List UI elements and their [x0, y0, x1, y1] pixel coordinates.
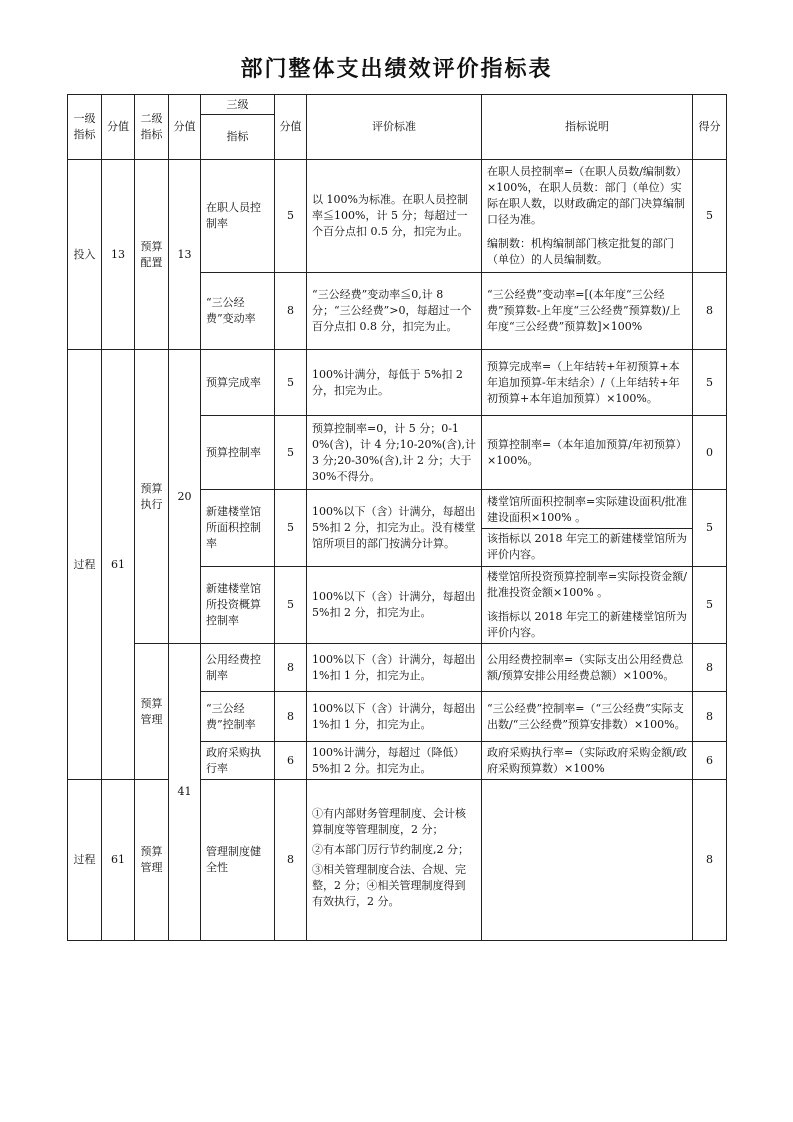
indicator-name: 预算控制率 [201, 416, 275, 490]
indicator-score: 5 [275, 490, 307, 567]
level2-budget-mgmt-2: 预算管理 [135, 780, 169, 941]
indicator-name: 管理制度健全性 [201, 780, 275, 941]
indicator-got: 5 [693, 160, 727, 273]
indicator-criteria: 100%以下（含）计满分，每超出 5%扣 2 分，扣完为止。没有楼堂馆所项目的部门按满分计算。 [307, 490, 482, 567]
level2-budget-config: 预算配置 [135, 160, 169, 350]
indicator-name: “三公经费”变动率 [201, 273, 275, 350]
header-score1: 分值 [102, 95, 135, 160]
score1-input: 13 [102, 160, 135, 350]
table-row [68, 644, 727, 692]
indicator-desc [482, 780, 693, 941]
header-level3-sub: 指标 [201, 115, 275, 160]
indicator-desc: 政府采购执行率=（实际政府采购金额/政府采购预算数）×100% [482, 742, 693, 780]
header-level3: 三级 [201, 95, 275, 115]
indicator-score: 5 [275, 567, 307, 644]
indicator-desc: 预算完成率=（上年结转+年初预算+本年追加预算-年末结余）/（上年结转+年初预算+本年追加预算）×100%。 [482, 350, 693, 416]
indicator-name: 公用经费控制率 [201, 644, 275, 692]
header-level2: 二级指标 [135, 95, 169, 160]
score2-budget-config: 13 [169, 160, 201, 350]
indicator-desc [482, 160, 693, 273]
desc-line: 楼堂馆所投资预算控制率=实际投资金额/批准投资金额×100% 。 [487, 570, 687, 599]
header-score3: 分值 [275, 95, 307, 160]
indicator-criteria: 预算控制率=0，计 5 分；0-10%(含)，计 4 分;10-20%(含),计 3 分;20-30%(含),计 2 分；大于 30%不得分。 [307, 416, 482, 490]
indicator-desc: 预算控制率=（本年追加预算/年初预算）×100%。 [482, 416, 693, 490]
indicator-name: 新建楼堂馆所投资概算控制率 [201, 567, 275, 644]
level1-input: 投入 [68, 160, 102, 350]
level1-process: 过程 [68, 350, 102, 780]
table-row [68, 160, 727, 273]
indicator-got: 5 [693, 567, 727, 644]
indicator-criteria: 100%计满分，每超过（降低）5%扣 2 分。扣完为止。 [307, 742, 482, 780]
desc-line: 该指标以 2018 年完工的新建楼堂馆所为评价内容。 [482, 528, 692, 565]
indicator-criteria: 100%计满分，每低于 5%扣 2 分，扣完为止。 [307, 350, 482, 416]
header-level1: 一级指标 [68, 95, 102, 160]
indicator-got: 8 [693, 692, 727, 742]
header-score2: 分值 [169, 95, 201, 160]
indicator-got: 8 [693, 644, 727, 692]
desc-line: 该指标以 2018 年完工的新建楼堂馆所为评价内容。 [487, 610, 687, 639]
indicator-got: 8 [693, 273, 727, 350]
level2-budget-mgmt: 预算管理 [135, 644, 169, 780]
desc-line: 楼堂馆所面积控制率=实际建设面积/批准建设面积×100% 。 [487, 494, 687, 524]
indicator-score: 5 [275, 416, 307, 490]
indicator-criteria: “三公经费”变动率≦0,计 8 分；“三公经费”>0，每超过一个百分点扣 0.8 分，扣完为止。 [307, 273, 482, 350]
indicator-score: 6 [275, 742, 307, 780]
indicator-desc: 公用经费控制率=（实际支出公用经费总额/预算安排公用经费总额）×100%。 [482, 644, 693, 692]
header-desc: 指标说明 [482, 95, 693, 160]
indicator-criteria: 以 100%为标准。在职人员控制率≦100%，计 5 分；每超过一个百分点扣 0.5 分，扣完为止。 [307, 160, 482, 273]
page-title: 部门整体支出绩效评价指标表 [240, 57, 553, 82]
indicator-got: 5 [693, 350, 727, 416]
indicator-name: 政府采购执行率 [201, 742, 275, 780]
score2-budget-exec: 20 [169, 350, 201, 644]
criteria-item: ③相关管理制度合法、合规、完整，2 分；④相关管理制度得到有效执行，2 分。 [312, 863, 466, 908]
indicator-desc: “三公经费”控制率=（“三公经费”实际支出数/“三公经费”预算安排数）×100%。 [482, 692, 693, 742]
table-row [68, 350, 727, 416]
indicator-got: 6 [693, 742, 727, 780]
indicator-got: 0 [693, 416, 727, 490]
indicator-score: 8 [275, 780, 307, 941]
criteria-item: ①有内部财务管理制度、会计核算制度等管理制度，2 分； [312, 807, 466, 836]
indicator-name: 新建楼堂馆所面积控制率 [201, 490, 275, 567]
desc-line: 在职人员控制率=（在职人员数/编制数）×100%，在职人员数：部门（单位）实际在职人数，以财政确定的部门决算编制口径为准。 [487, 165, 687, 226]
performance-indicator-table [67, 94, 727, 941]
level2-budget-exec: 预算执行 [135, 350, 169, 644]
indicator-score: 5 [275, 160, 307, 273]
indicator-score: 8 [275, 273, 307, 350]
indicator-got: 8 [693, 780, 727, 941]
indicator-criteria: 100%以下（含）计满分，每超出 1%扣 1 分，扣完为止。 [307, 692, 482, 742]
indicator-desc [482, 490, 693, 567]
score1-process: 61 [102, 350, 135, 780]
header-criteria: 评价标准 [307, 95, 482, 160]
table-row [68, 780, 727, 941]
indicator-criteria: 100%以下（含）计满分，每超出 1%扣 1 分，扣完为止。 [307, 644, 482, 692]
indicator-score: 8 [275, 644, 307, 692]
indicator-name: “三公经费”控制率 [201, 692, 275, 742]
indicator-score: 5 [275, 350, 307, 416]
header-row-1 [68, 95, 727, 115]
indicator-name: 在职人员控制率 [201, 160, 275, 273]
desc-line: 编制数：机构编制部门核定批复的部门（单位）的人员编制数。 [487, 237, 674, 266]
level1-process-2: 过程 [68, 780, 102, 941]
indicator-desc: “三公经费”变动率=[(本年度“三公经费”预算数-上年度“三公经费”预算数)/上年度“三公经费”预算数]×100% [482, 273, 693, 350]
indicator-criteria: 100%以下（含）计满分，每超出 5%扣 2 分，扣完为止。 [307, 567, 482, 644]
indicator-got: 5 [693, 490, 727, 567]
score1-process-2: 61 [102, 780, 135, 941]
indicator-criteria [307, 780, 482, 941]
indicator-name: 预算完成率 [201, 350, 275, 416]
score2-budget-mgmt: 41 [169, 644, 201, 941]
indicator-desc [482, 567, 693, 644]
indicator-score: 8 [275, 692, 307, 742]
header-got: 得分 [693, 95, 727, 160]
criteria-item: ②有本部门厉行节约制度,2 分； [312, 843, 469, 856]
